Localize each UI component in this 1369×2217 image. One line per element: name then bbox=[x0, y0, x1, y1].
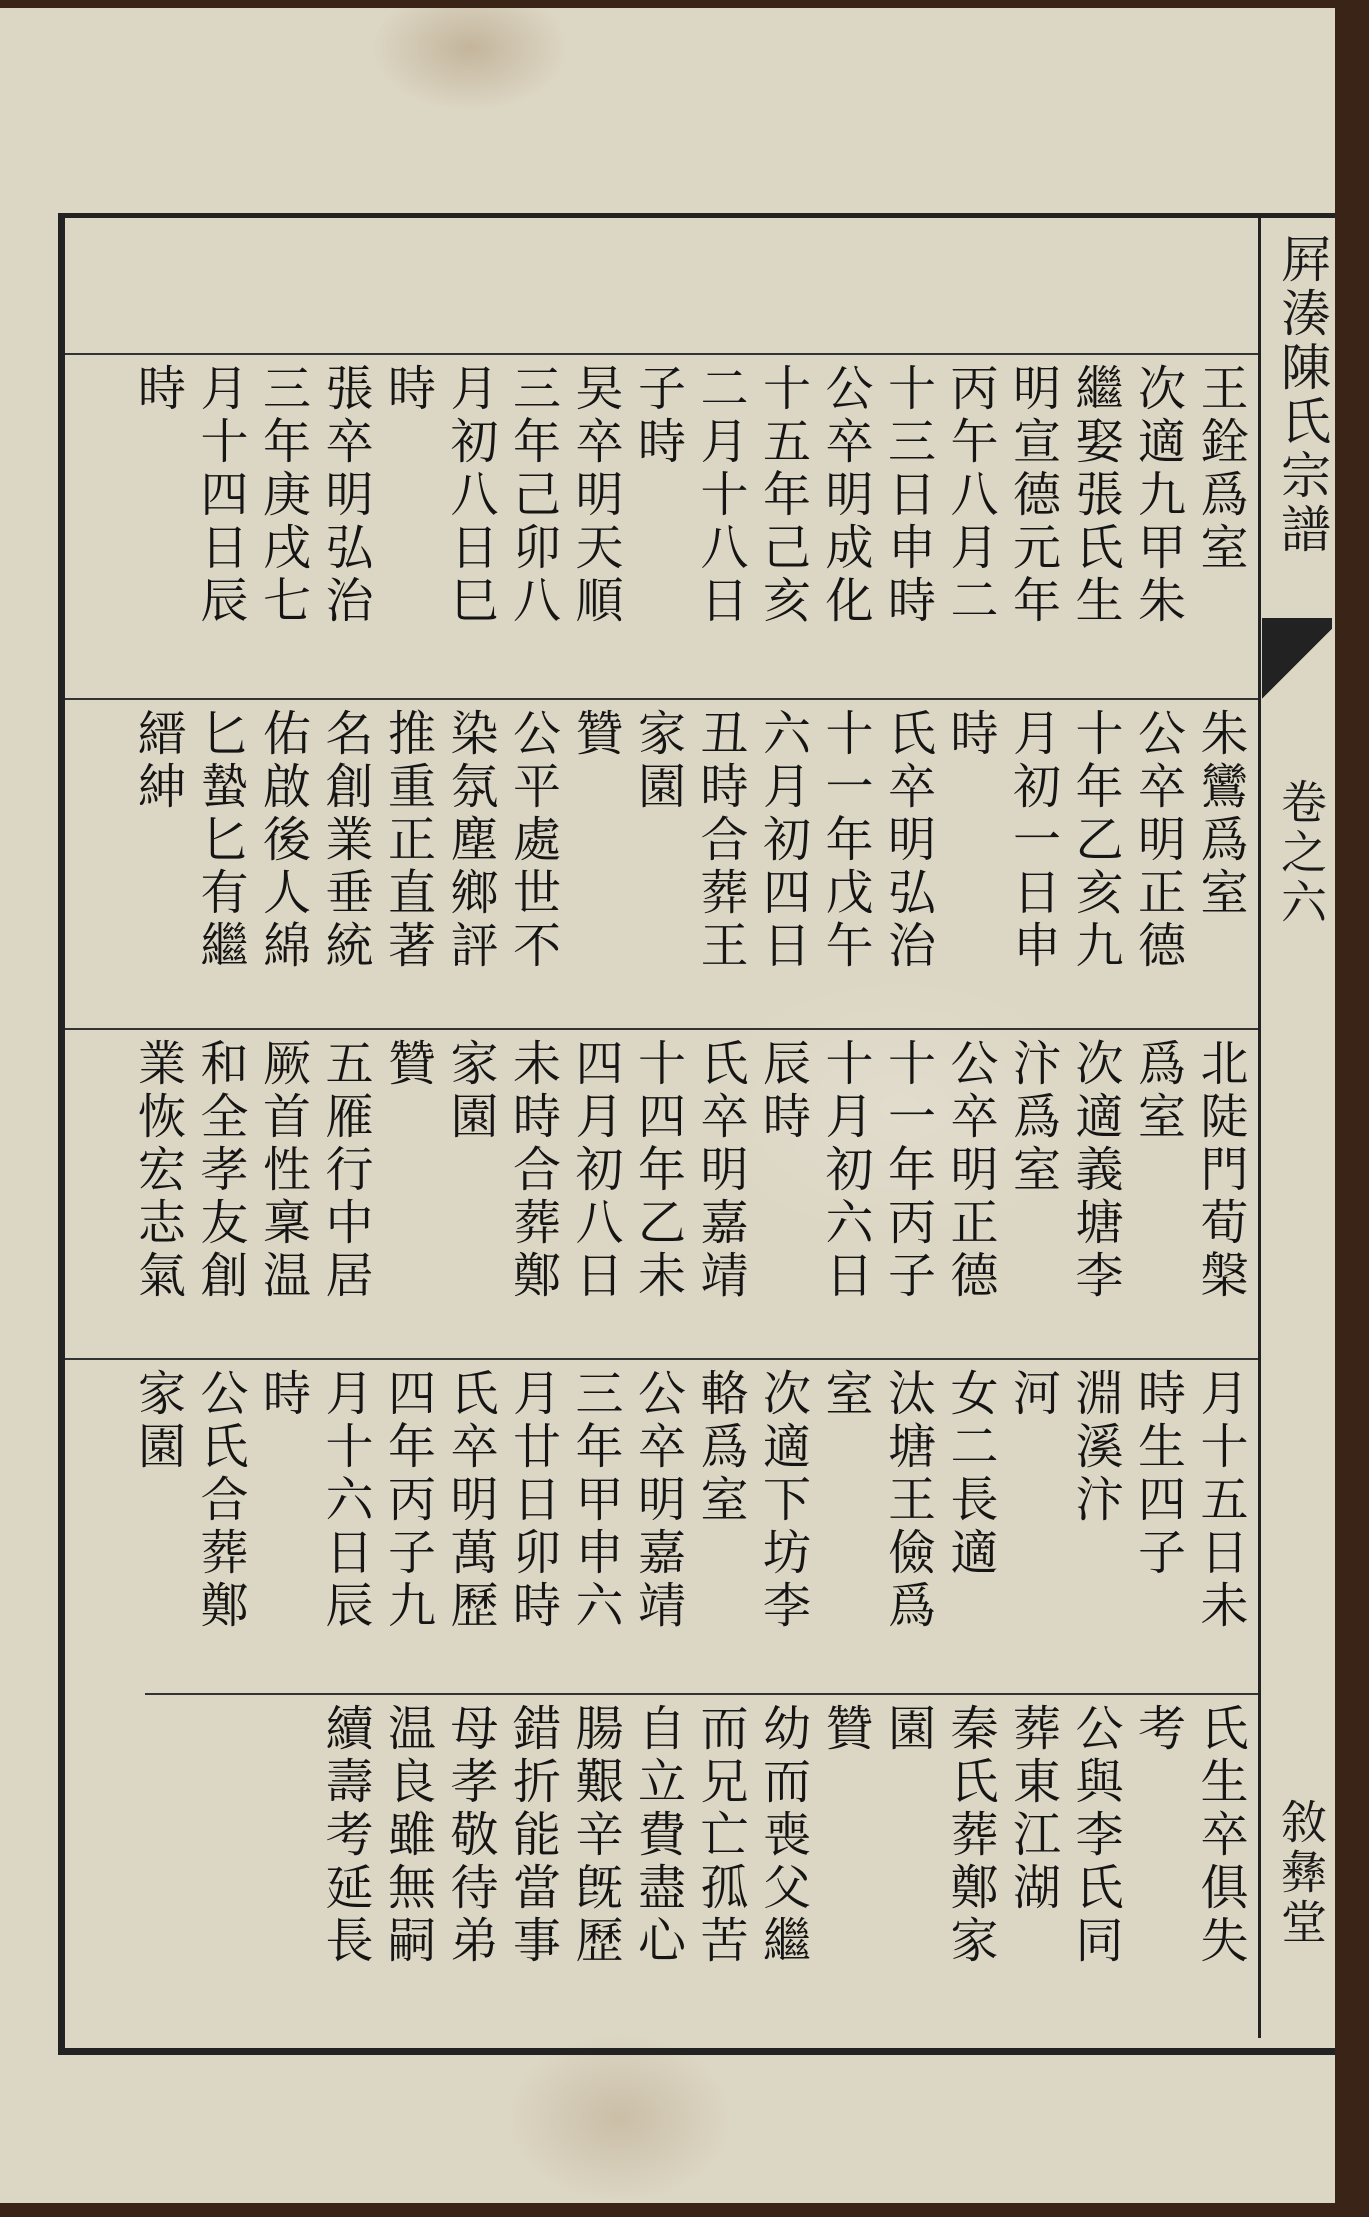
text-column: 續壽考延長 bbox=[317, 1703, 373, 1968]
page-margin bbox=[1262, 218, 1332, 2043]
fish-tail-mark bbox=[1262, 618, 1332, 728]
text-column: 家園 bbox=[629, 708, 686, 814]
book-page bbox=[0, 8, 1335, 2203]
text-column: 葬東江湖 bbox=[1004, 1703, 1061, 1915]
text-column: 氏卒明萬歷 bbox=[442, 1368, 498, 1633]
text-column: 園 bbox=[879, 1703, 936, 1756]
text-column: 辰時 bbox=[754, 1038, 811, 1144]
text-column: 室 bbox=[817, 1368, 873, 1421]
text-column: 公卒明正德 bbox=[942, 1038, 998, 1303]
text-column: 公卒明成化 bbox=[817, 363, 873, 628]
text-column: 縉紳 bbox=[129, 708, 186, 814]
text-column: 公氏合葬鄭 bbox=[192, 1368, 248, 1633]
text-column: 氏卒明嘉靖 bbox=[692, 1038, 748, 1303]
text-column: 家園 bbox=[442, 1038, 498, 1144]
text-column: 佑啟後人綿 bbox=[254, 708, 311, 973]
text-column: 時 bbox=[379, 363, 436, 416]
text-column: 錯折能當事 bbox=[504, 1703, 561, 1968]
text-column: 公與李氏同 bbox=[1067, 1703, 1123, 1968]
row-divider bbox=[65, 1358, 1258, 1360]
text-column: 匕蟄匕有繼 bbox=[192, 708, 248, 973]
text-column: 四月初八日 bbox=[567, 1038, 623, 1303]
text-column: 腸艱辛旣歷 bbox=[567, 1703, 623, 1968]
text-column: 十年乙亥九 bbox=[1067, 708, 1123, 973]
book-title: 屛湊陳氏宗譜 bbox=[1273, 233, 1331, 557]
text-column: 秦氏葬鄭家 bbox=[942, 1703, 998, 1968]
text-column: 時 bbox=[254, 1368, 311, 1421]
text-column: 爲室 bbox=[1129, 1038, 1186, 1144]
text-column: 氏生卒俱失 bbox=[1192, 1703, 1248, 1968]
text-column: 丙午八月二 bbox=[942, 363, 998, 628]
text-column: 繼娶張氏生 bbox=[1067, 363, 1123, 628]
text-column: 公卒明正德 bbox=[1129, 708, 1186, 973]
row-divider bbox=[65, 698, 1258, 700]
text-column: 和全孝友創 bbox=[192, 1038, 248, 1303]
text-column: 明宣德元年 bbox=[1004, 363, 1061, 628]
text-column: 贊 bbox=[567, 708, 623, 761]
text-column: 名創業垂統 bbox=[317, 708, 373, 973]
text-column: 温良雖無嗣 bbox=[379, 1703, 436, 1968]
text-column: 女二長適 bbox=[942, 1368, 998, 1580]
text-column: 贊 bbox=[379, 1038, 436, 1091]
text-column: 河 bbox=[1004, 1368, 1061, 1421]
text-column: 家園 bbox=[129, 1368, 186, 1474]
text-column: 次適九甲朱 bbox=[1129, 363, 1186, 628]
text-column: 未時合葬鄭 bbox=[504, 1038, 561, 1303]
text-column: 二月十八日 bbox=[692, 363, 748, 628]
text-column: 四年丙子九 bbox=[379, 1368, 436, 1633]
text-column: 三年庚戌七 bbox=[254, 363, 311, 628]
text-column: 公卒明嘉靖 bbox=[629, 1368, 686, 1633]
text-column: 旲卒明天順 bbox=[567, 363, 623, 628]
text-column: 推重正直著 bbox=[379, 708, 436, 973]
text-column: 月十五日未 bbox=[1192, 1368, 1248, 1633]
text-column: 子時 bbox=[629, 363, 686, 469]
text-column: 王銓爲室 bbox=[1192, 363, 1248, 575]
text-column: 時生四子 bbox=[1129, 1368, 1186, 1580]
text-column: 自立費盡心 bbox=[629, 1703, 686, 1968]
text-column: 次適下坊李 bbox=[754, 1368, 811, 1633]
row-divider bbox=[145, 1693, 1258, 1695]
text-column: 五雁行中居 bbox=[317, 1038, 373, 1303]
row-divider bbox=[65, 353, 1258, 355]
text-column: 月初八日巳 bbox=[442, 363, 498, 628]
text-column: 六月初四日 bbox=[754, 708, 811, 973]
text-column: 淵溪汴 bbox=[1067, 1368, 1123, 1527]
text-column: 氏卒明弘治 bbox=[879, 708, 936, 973]
text-column: 十一年戊午 bbox=[817, 708, 873, 973]
text-column: 丑時合葬王 bbox=[692, 708, 748, 973]
text-column: 十四年乙未 bbox=[629, 1038, 686, 1303]
text-column: 北陡門荀槃 bbox=[1192, 1038, 1248, 1303]
text-column: 母孝敬待弟 bbox=[442, 1703, 498, 1968]
text-column: 月廿日卯時 bbox=[504, 1368, 561, 1633]
text-column: 月十六日辰 bbox=[317, 1368, 373, 1633]
text-column: 十一年丙子 bbox=[879, 1038, 936, 1303]
text-column: 公平處世不 bbox=[504, 708, 561, 973]
text-column: 張卒明弘治 bbox=[317, 363, 373, 628]
text-column: 十五年己亥 bbox=[754, 363, 811, 628]
text-column: 贊 bbox=[817, 1703, 873, 1756]
text-column: 次適義塘李 bbox=[1067, 1038, 1123, 1303]
volume-label: 卷之六 bbox=[1274, 778, 1328, 928]
text-column: 考 bbox=[1129, 1703, 1186, 1756]
hall-name: 敘彝堂 bbox=[1274, 1798, 1328, 1948]
text-column: 朱鸞爲室 bbox=[1192, 708, 1248, 920]
text-column: 汰塘王儉爲 bbox=[879, 1368, 936, 1633]
text-column: 汴爲室 bbox=[1004, 1038, 1061, 1197]
text-column: 月十四日辰 bbox=[192, 363, 248, 628]
text-column: 輅爲室 bbox=[692, 1368, 748, 1527]
row-divider bbox=[65, 1028, 1258, 1030]
text-column: 時 bbox=[129, 363, 186, 416]
text-column: 三年己卯八 bbox=[504, 363, 561, 628]
text-column: 染氛塵鄉評 bbox=[442, 708, 498, 973]
margin-rule bbox=[1258, 218, 1261, 2038]
text-column: 時 bbox=[942, 708, 998, 761]
text-column: 幼而喪父繼 bbox=[754, 1703, 811, 1968]
text-column: 而兄亡孤苦 bbox=[692, 1703, 748, 1968]
text-column: 三年甲申六 bbox=[567, 1368, 623, 1633]
text-column: 業恢宏志氣 bbox=[129, 1038, 186, 1303]
text-column: 十月初六日 bbox=[817, 1038, 873, 1303]
text-column: 十三日申時 bbox=[879, 363, 936, 628]
text-column: 厥首性稟温 bbox=[254, 1038, 311, 1303]
text-column: 月初一日申 bbox=[1004, 708, 1061, 973]
